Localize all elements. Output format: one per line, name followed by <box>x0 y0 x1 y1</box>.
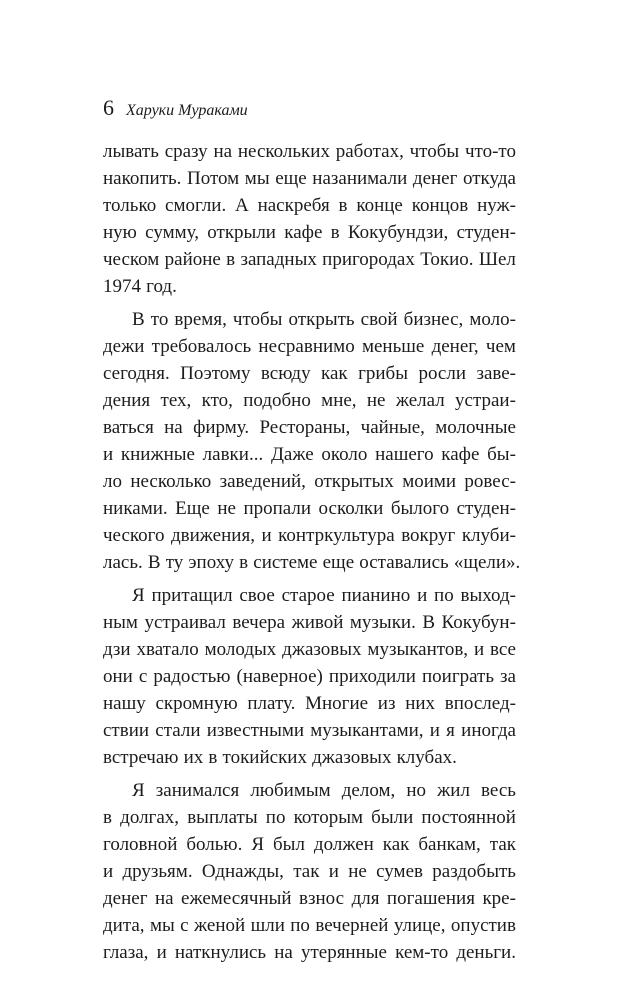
word: выплаты <box>187 807 258 828</box>
word: молочные <box>435 417 516 438</box>
text-line <box>103 744 516 771</box>
word: лась. <box>103 552 143 573</box>
word: Я <box>132 585 145 606</box>
word: по <box>290 915 310 936</box>
word: сразу <box>164 141 208 162</box>
text-line <box>103 333 516 360</box>
word: районе <box>164 249 221 270</box>
word: на <box>213 141 233 162</box>
word: движения, <box>171 525 255 546</box>
word: лывать <box>103 141 159 162</box>
word: мы <box>244 168 270 189</box>
word: в <box>226 249 236 270</box>
word: наткнулись <box>174 942 267 963</box>
word: еще <box>275 168 307 189</box>
word: и <box>417 585 428 606</box>
word: музыкантами, <box>310 720 424 741</box>
word: 1974 <box>103 276 141 297</box>
word: денег, <box>431 336 479 357</box>
word: за <box>500 666 516 687</box>
text-line <box>103 582 516 609</box>
word: нашего <box>375 444 434 465</box>
word: еще <box>322 552 355 573</box>
word: Я <box>251 834 265 855</box>
word: приходили <box>328 666 416 687</box>
word: пригородах <box>322 249 415 270</box>
word: Рестораны, <box>259 417 351 438</box>
text-line <box>103 690 516 717</box>
text-line <box>103 912 516 939</box>
word: западных <box>240 249 317 270</box>
word: сумев <box>376 861 423 882</box>
word: Однажды, <box>201 861 284 882</box>
word: вечера <box>232 612 286 633</box>
word: музыкантов, <box>367 639 469 660</box>
word: стали <box>155 720 201 741</box>
word: мы <box>149 915 175 936</box>
text-line <box>103 777 516 804</box>
word: них <box>405 693 436 714</box>
word: студен- <box>456 498 516 519</box>
word: музыки. <box>349 612 416 633</box>
word: долгах, <box>120 807 180 828</box>
word: улице, <box>393 915 446 936</box>
word: былого <box>390 498 450 519</box>
word: ствии <box>103 720 150 741</box>
word: должен <box>313 834 374 855</box>
word: вокруг <box>401 525 456 546</box>
word: как <box>382 834 410 855</box>
word: Еще <box>175 498 210 519</box>
word: росли <box>418 363 466 384</box>
word: по <box>265 807 286 828</box>
word: ту <box>165 552 184 573</box>
word: чтобы <box>409 141 460 162</box>
text-line <box>103 246 516 273</box>
word: чтобы <box>232 309 283 330</box>
running-title: Харуки Мураками <box>126 102 248 119</box>
word: работах, <box>335 141 404 162</box>
word: дзи <box>103 639 131 660</box>
text-line <box>103 717 516 744</box>
word: Потом <box>187 168 240 189</box>
text-line <box>103 219 516 246</box>
word: иногда <box>461 720 516 741</box>
word: денег <box>103 888 148 909</box>
word: ежемесячный <box>181 888 292 909</box>
word: моло- <box>469 309 516 330</box>
word: из <box>377 693 396 714</box>
word: был <box>273 834 305 855</box>
word: концов <box>411 195 469 216</box>
word: (наверное) <box>236 666 323 687</box>
text-line <box>103 273 516 300</box>
text-line <box>103 885 516 912</box>
word: фирму. <box>193 417 250 438</box>
word: поиграть <box>421 666 495 687</box>
word: ным <box>103 612 138 633</box>
word: ваться <box>103 417 154 438</box>
word: «щели». <box>453 552 521 573</box>
text-line <box>103 609 516 636</box>
word: открытых <box>314 471 394 492</box>
word: с <box>138 666 148 687</box>
word: кре- <box>482 888 516 909</box>
word: жил <box>437 780 470 801</box>
word: устраи- <box>455 390 516 411</box>
word: около <box>321 444 368 465</box>
word: весь <box>481 780 516 801</box>
word: то <box>150 309 169 330</box>
word: встречаю <box>103 747 179 768</box>
word: молодых <box>204 639 277 660</box>
word: для <box>351 888 380 909</box>
word: Поэтому <box>180 363 251 384</box>
word: джазовых <box>312 747 392 768</box>
word: как <box>321 363 348 384</box>
word: назанимали <box>312 168 408 189</box>
word: так <box>293 861 320 882</box>
word: ческом <box>103 249 160 270</box>
word: ло <box>103 471 122 492</box>
word: открыли <box>207 222 276 243</box>
word: год. <box>146 276 177 297</box>
word: В <box>147 552 161 573</box>
word: подобно <box>243 390 311 411</box>
word: Шел <box>478 249 516 270</box>
word: раздобыть <box>432 861 516 882</box>
word: чайные, <box>360 417 425 438</box>
word: накопить. <box>103 168 182 189</box>
word: нашу <box>103 693 146 714</box>
word: Даже <box>270 444 314 465</box>
word: занимался <box>155 780 240 801</box>
body-text <box>103 138 521 966</box>
word: постоянной <box>421 807 516 828</box>
word: сумму, <box>145 222 199 243</box>
word: погашения <box>386 888 475 909</box>
word: Кокубундзи, <box>347 222 449 243</box>
word: несколько <box>130 471 212 492</box>
word: в <box>338 195 348 216</box>
paragraph <box>103 582 516 771</box>
text-line <box>103 441 516 468</box>
word: но <box>406 780 427 801</box>
word: кто, <box>201 390 233 411</box>
running-head <box>103 95 248 119</box>
word: всюду <box>260 363 311 384</box>
word: пианино <box>341 585 411 606</box>
word: тех, <box>160 390 192 411</box>
word: моими <box>402 471 457 492</box>
word: открыть <box>288 309 355 330</box>
word: дежи <box>103 336 145 357</box>
text-line <box>103 192 516 219</box>
word: банкам, <box>418 834 481 855</box>
word: никами. <box>103 498 168 519</box>
word: время, <box>174 309 227 330</box>
word: токийских <box>222 747 307 768</box>
paragraph <box>103 777 516 966</box>
word: хватало <box>136 639 199 660</box>
word: выход- <box>460 585 516 606</box>
word: притащил <box>151 585 233 606</box>
word: эпоху <box>188 552 235 573</box>
word: Кокубун- <box>441 612 516 633</box>
word: клуби- <box>461 525 516 546</box>
word: в <box>239 552 249 573</box>
word: женой <box>194 915 246 936</box>
word: требовалось <box>151 336 252 357</box>
word: контркультура <box>278 525 395 546</box>
word: по <box>434 585 454 606</box>
word: осколки <box>318 498 384 519</box>
word: ческого <box>103 525 165 546</box>
text-line <box>103 804 516 831</box>
word: Токио. <box>420 249 474 270</box>
word: Я <box>132 780 145 801</box>
word: чем <box>485 336 516 357</box>
word: что-то <box>464 141 516 162</box>
word: любимым <box>250 780 331 801</box>
text-line <box>103 468 516 495</box>
word: их <box>183 747 204 768</box>
word: в <box>330 222 340 243</box>
word: на <box>164 417 183 438</box>
word: откуда <box>463 168 516 189</box>
text-line <box>103 858 516 885</box>
word: с <box>180 915 189 936</box>
word: они <box>103 666 133 687</box>
text-line <box>103 165 516 192</box>
word: и <box>328 861 339 882</box>
word: и <box>156 942 167 963</box>
page-number: 6 <box>103 95 114 120</box>
text-line <box>103 138 516 165</box>
word: Многие <box>305 693 369 714</box>
word: лавки... <box>202 444 264 465</box>
word: и <box>473 639 485 660</box>
word: кафе <box>441 444 480 465</box>
word: и <box>261 525 272 546</box>
text-line <box>103 414 516 441</box>
word: оставались <box>359 552 449 573</box>
word: и <box>103 444 114 465</box>
word: только <box>103 195 157 216</box>
word: ную <box>103 222 137 243</box>
word: в <box>103 807 112 828</box>
word: В <box>132 309 145 330</box>
word: свой <box>360 309 398 330</box>
text-line <box>103 495 516 522</box>
word: живой <box>291 612 344 633</box>
word: денег <box>412 168 458 189</box>
word: В <box>422 612 436 633</box>
text-line <box>103 306 516 333</box>
word: грибы <box>358 363 408 384</box>
word: не <box>217 498 236 519</box>
word: скромную <box>155 693 238 714</box>
word: пропали <box>243 498 312 519</box>
word: кем-то <box>395 942 449 963</box>
word: деньги. <box>456 942 516 963</box>
word: опустив <box>450 915 516 936</box>
word: нескольких <box>237 141 330 162</box>
text-line <box>103 831 516 858</box>
word: вечерней <box>315 915 389 936</box>
word: бы- <box>487 444 516 465</box>
word: клубах. <box>396 747 457 768</box>
word: наскребя <box>257 195 330 216</box>
word: меньше <box>361 336 425 357</box>
word: в <box>208 747 218 768</box>
word: плату. <box>247 693 296 714</box>
word: так <box>489 834 516 855</box>
word: сегодня. <box>103 363 170 384</box>
word: которым <box>293 807 363 828</box>
word: бизнес, <box>403 309 464 330</box>
text-line <box>103 522 516 549</box>
word: А <box>235 195 249 216</box>
text-line <box>103 663 516 690</box>
word: студен- <box>456 222 516 243</box>
word: старое <box>281 585 335 606</box>
word: заведений, <box>219 471 306 492</box>
word: известными <box>206 720 305 741</box>
word: заве- <box>476 363 516 384</box>
word: ровес- <box>464 471 516 492</box>
word: системе <box>253 552 318 573</box>
word: книжные <box>120 444 195 465</box>
word: кафе <box>284 222 323 243</box>
word: утерянные <box>300 942 387 963</box>
word: глаза, <box>103 942 149 963</box>
word: устраивал <box>144 612 226 633</box>
word: желал <box>395 390 445 411</box>
word: и <box>103 861 114 882</box>
word: взнос <box>299 888 345 909</box>
text-line <box>103 636 516 663</box>
word: конце <box>356 195 403 216</box>
word: не <box>366 390 386 411</box>
word: и <box>429 720 440 741</box>
word: дения <box>103 390 151 411</box>
word: свое <box>239 585 275 606</box>
word: джазовых <box>282 639 362 660</box>
word: несравнимо <box>258 336 355 357</box>
word: болью. <box>186 834 243 855</box>
word: не <box>348 861 367 882</box>
paragraph <box>103 138 516 300</box>
word: нуж- <box>477 195 516 216</box>
word: друзьям. <box>122 861 193 882</box>
text-line <box>103 939 516 966</box>
word: дита, <box>103 915 145 936</box>
paragraph <box>103 306 521 576</box>
word: радостью <box>153 666 231 687</box>
word: шли <box>250 915 285 936</box>
word: на <box>274 942 293 963</box>
word: были <box>371 807 414 828</box>
word: смогли. <box>165 195 227 216</box>
text-line <box>103 360 516 387</box>
text-line <box>103 387 516 414</box>
word: на <box>154 888 174 909</box>
word: я <box>446 720 455 741</box>
word: впослед- <box>444 693 516 714</box>
word: головной <box>103 834 178 855</box>
word: делом, <box>341 780 396 801</box>
word: мне, <box>321 390 357 411</box>
text-line <box>103 549 521 576</box>
word: все <box>490 639 516 660</box>
